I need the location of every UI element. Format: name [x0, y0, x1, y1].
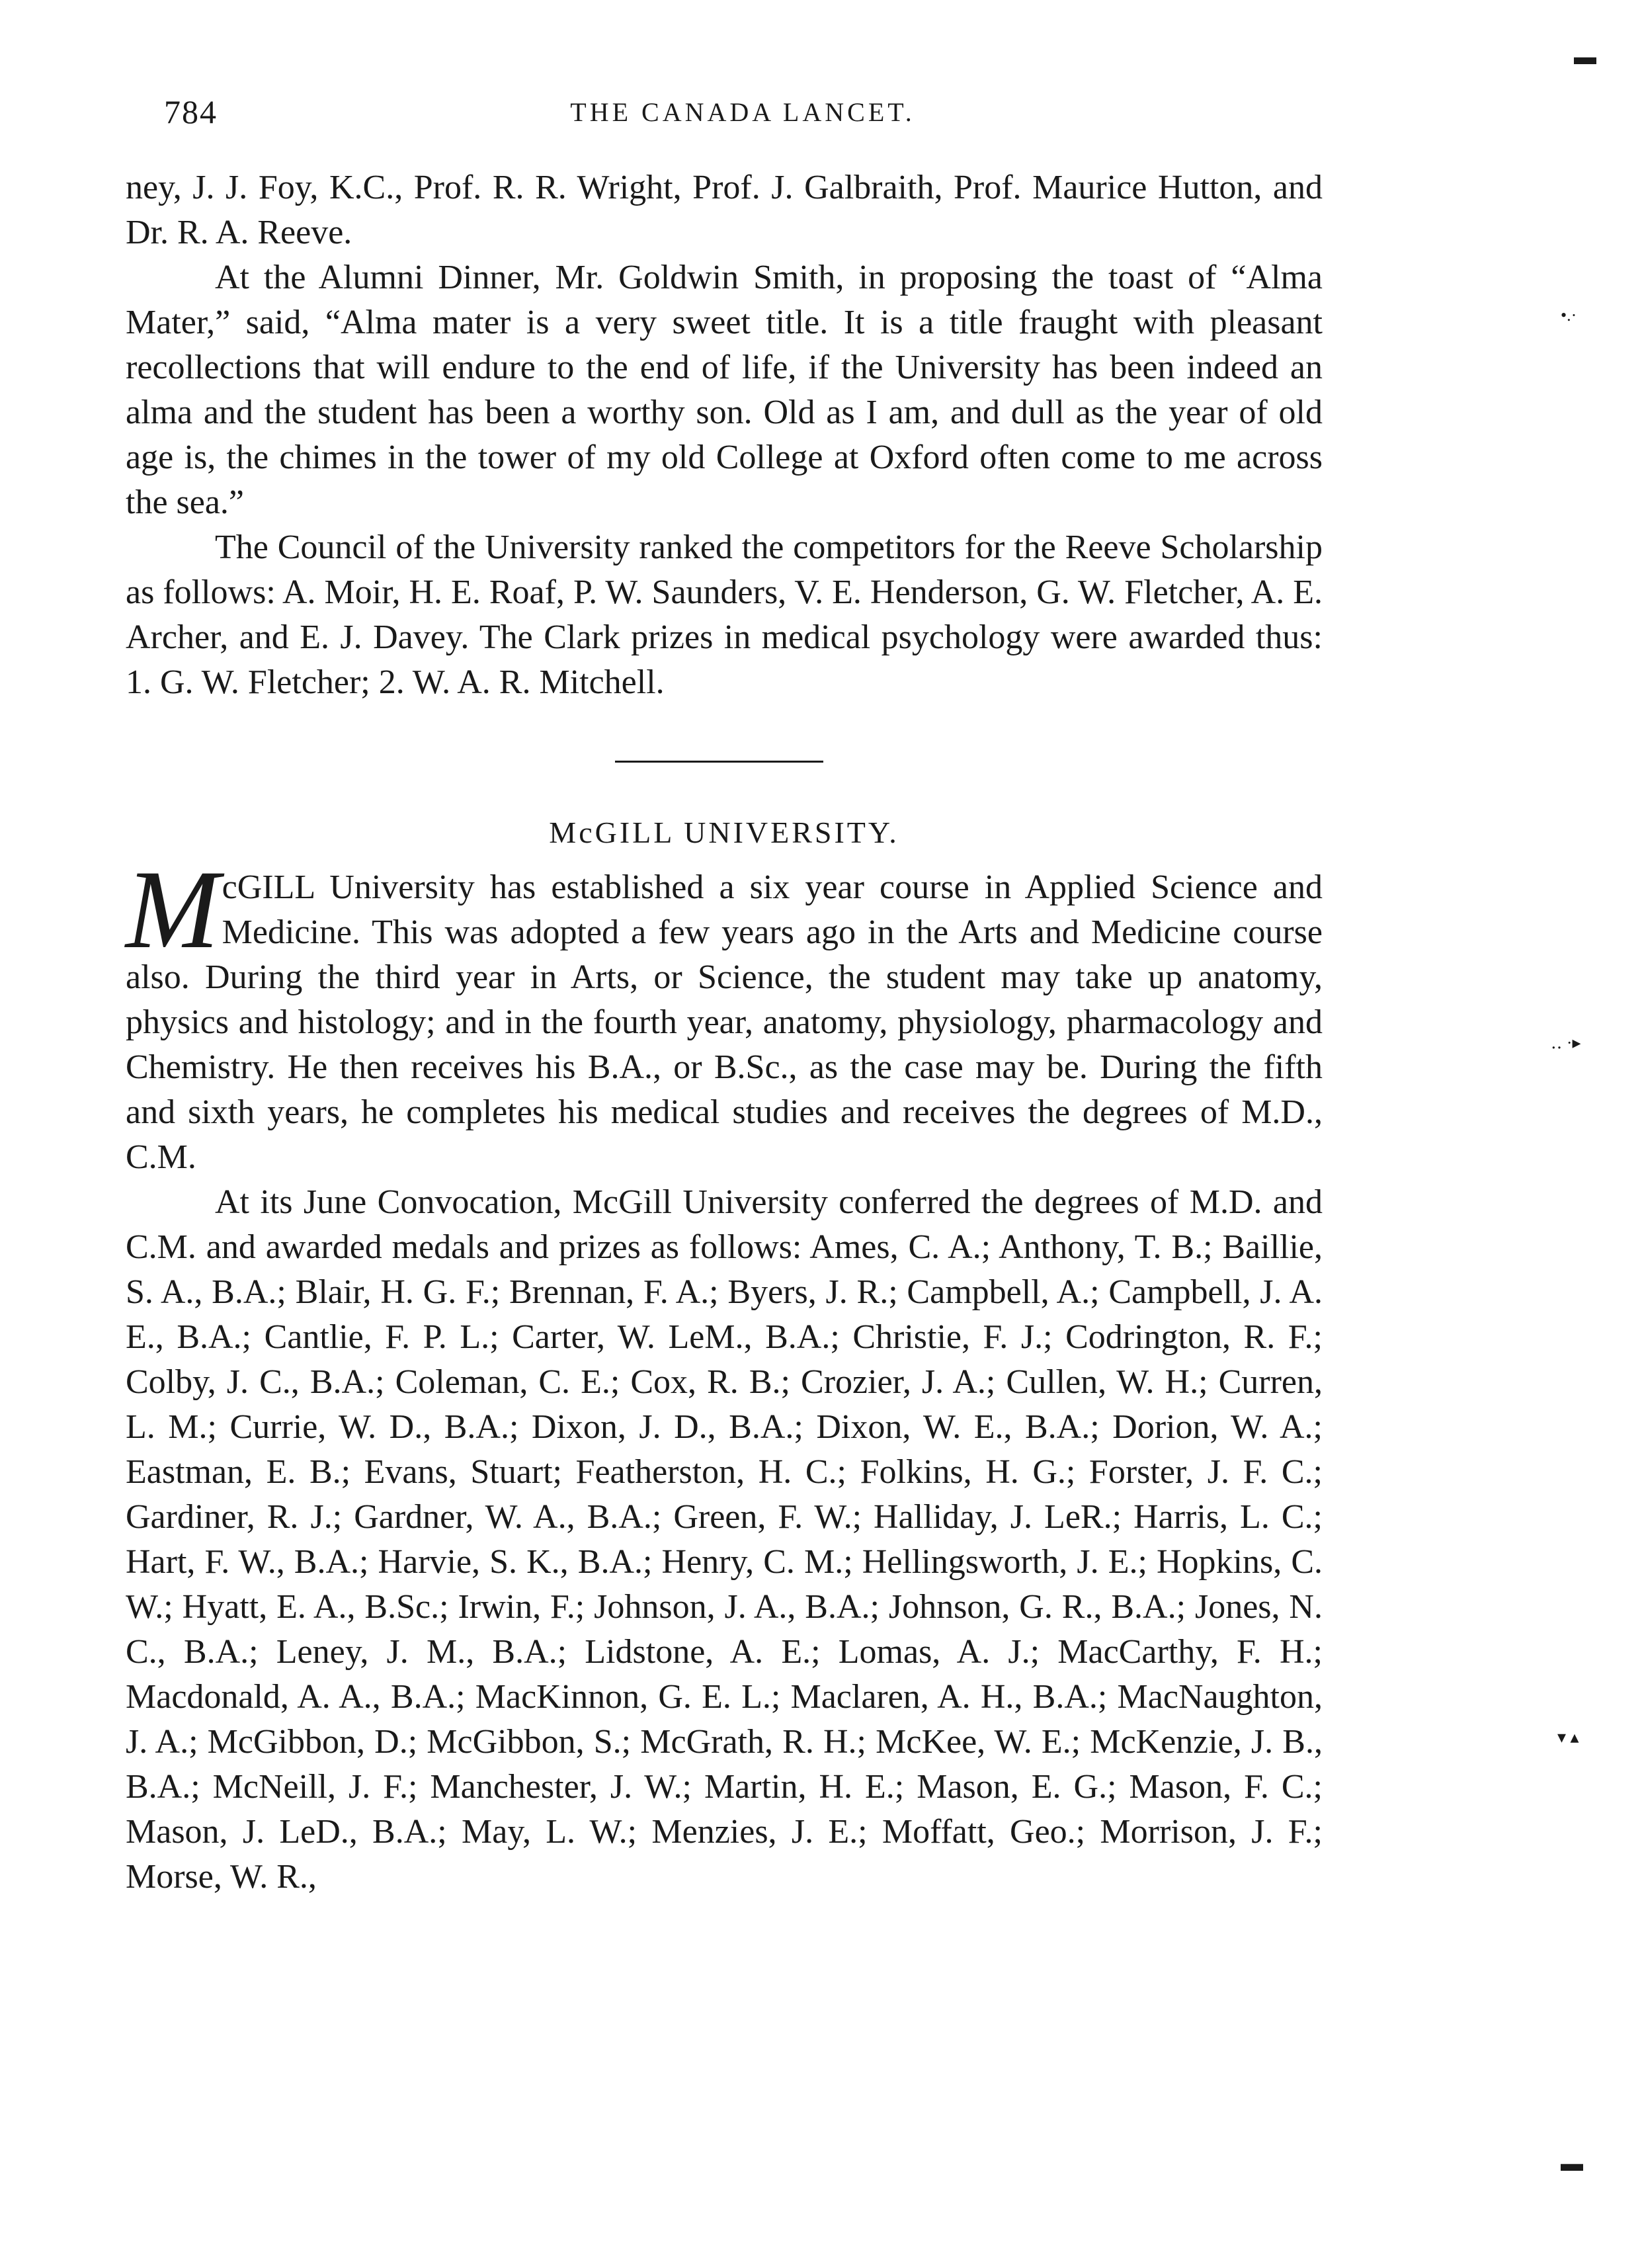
mcgill-text-block	[126, 847, 1323, 1900]
section-divider	[615, 761, 823, 763]
margin-smudge-mark: ▬	[1574, 45, 1596, 69]
margin-smudge-mark: ▬	[1561, 2152, 1583, 2176]
margin-smudge-mark: ▾ ▴	[1557, 1728, 1579, 1747]
margin-smudge-mark: •.·	[1561, 306, 1577, 325]
paragraph-mcgill-course-text: cGILL University has established a six year course in Applied Science and Medicine. This was adopted a few years ago in the Arts and Medicine course also. During the third year in Arts, or Science, the student may take up anatomy, physics and histology; and in the fourth year, anatomy, physiology, pharmacology and Chemistry. He then receives his B.A., or B.Sc., as the case may be. During the fifth and sixth years, he completes his medical studies and receives the degrees of M.D., C.M.	[126, 868, 1323, 1176]
running-title: THE CANADA LANCET.	[570, 97, 915, 127]
paragraph-reeve-scholarship: The Council of the University ranked the competitors for the Reeve Scholarship as follows: A. Moir, H. E. Roaf, P. W. Saunders, V. E. Henderson, G. W. Fletcher, A. E. Archer, and E. J. Davey. The Clark prizes in medical psychology were awarded thus: 1. G. W. Fletcher; 2. W. A. R. Mitchell.	[126, 528, 1323, 701]
margin-smudge-mark: ‥ ·▸	[1551, 1033, 1581, 1052]
page-number: 784	[164, 93, 218, 130]
page-header	[164, 93, 1321, 139]
section-heading: McGILL UNIVERSITY.	[549, 816, 899, 849]
drop-cap: M	[126, 847, 220, 972]
paragraph-alumni-dinner: At the Alumni Dinner, Mr. Goldwin Smith, in proposing the toast of “Alma Mater,” said, “Alma mater is a very sweet title. It is a title fraught with pleasant recollections that will endure to the end of life, if the University has been indeed an alma and the student has been a worthy son. Old as I am, and dull as the year of old age is, the chimes in the tower of my old College at Oxford often come to me across the sea.”	[126, 259, 1323, 521]
paragraph-continuation: ney, J. J. Foy, K.C., Prof. R. R. Wright, Prof. J. Galbraith, Prof. Maurice Hutton, and Dr. R. A. Reeve.	[126, 169, 1323, 251]
paragraph-convocation-list: At its June Convocation, McGill University conferred the degrees of M.D. and C.M. and awarded medals and prizes as follows: Ames, C. A.; Anthony, T. B.; Baillie, S. A., B.A.; Blair, H. G. F.; Brennan, F. A.; Byers, J. R.; Campbell, A.; Campbell, J. A. E., B.A.; Cantlie, F. P. L.; Carter, W. LeM., B.A.; Christie, F. J.; Codrington, R. F.; Colby, J. C., B.A.; Coleman, C. E.; Cox, R. B.; Crozier, J. A.; Cullen, W. H.; Curren, L. M.; Currie, W. D., B.A.; Dixon, J. D., B.A.; Dixon, W. E., B.A.; Dorion, W. A.; Eastman, E. B.; Evans, Stuart; Featherston, H. C.; Folkins, H. G.; Forster, J. F. C.; Gardiner, R. J.; Gardner, W. A., B.A.; Green, F. W.; Halliday, J. LeR.; Harris, L. C.; Hart, F. W., B.A.; Harvie, S. K., B.A.; Henry, C. M.; Hellingsworth, J. E.; Hopkins, C. W.; Hyatt, E. A., B.Sc.; Irwin, F.; Johnson, J. A., B.A.; Johnson, G. R., B.A.; Jones, N. C., B.A.; Leney, J. M., B.A.; Lidstone, A. E.; Lomas, A. J.; MacCarthy, F. H.; Macdonald, A. A., B.A.; MacKinnon, G. E. L.; Maclaren, A. H., B.A.; MacNaughton, J. A.; McGibbon, D.; McGibbon, S.; McGrath, R. H.; McKee, W. E.; McKenzie, J. B., B.A.; McNeill, J. F.; Manchester, J. W.; Martin, H. E.; Mason, E. G.; Mason, F. C.; Mason, J. LeD., B.A.; May, L. W.; Menzies, J. E.; Moffatt, Geo.; Morrison, J. F.; Morse, W. R.,	[126, 1183, 1323, 1896]
top-text-block	[126, 165, 1323, 705]
paragraph-mcgill-course	[126, 847, 1323, 1180]
